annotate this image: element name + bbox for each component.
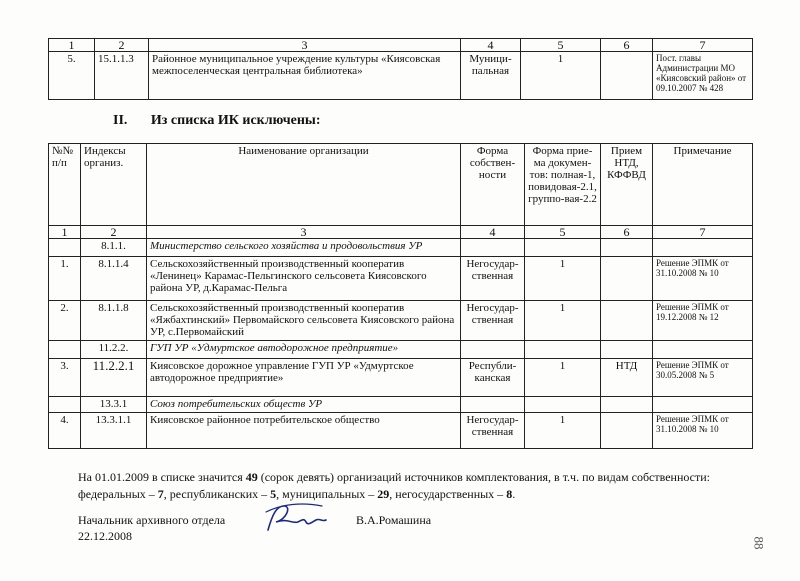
header-form: Форма собствен-ности <box>461 144 525 226</box>
row-acquisition: 1 <box>525 359 601 397</box>
row-org-name: Сельскохозяйственный производственный кооператив «Яжбахтинский» Первомайского сельсовета Киясовского района УР, с.Первомайский <box>147 301 461 341</box>
table-row <box>49 257 753 301</box>
municipal-count: 29 <box>377 487 390 501</box>
group-name: ГУП УР «Удмуртское автодорожное предприятие» <box>147 341 461 359</box>
col-number: 2 <box>95 39 149 52</box>
row-ownership: Республи-канская <box>461 359 525 397</box>
signatory-name: В.А.Ромашина <box>356 513 432 527</box>
row-index: 8.1.1.8 <box>81 301 147 341</box>
row-note: Пост. главы Администрации МО «Киясовский район» от 09.10.2007 № 428 <box>653 52 753 100</box>
top-table <box>48 38 753 100</box>
row-acquisition: 1 <box>525 413 601 449</box>
total-count: 49 <box>245 470 258 484</box>
row-ntd <box>601 52 653 100</box>
group-row <box>49 341 753 359</box>
header-note: Примечание <box>653 144 753 226</box>
row-org-name: Киясовское районное потребительское общество <box>147 413 461 449</box>
row-ownership: Негосудар-ственная <box>461 301 525 341</box>
header-name: Наименование организации <box>147 144 461 226</box>
col-number: 3 <box>149 39 461 52</box>
summary-paragraph: На 01.01.2009 в списке значится 49 (сорок девять) организаций источников комплектования, в т.ч. по видам собственности: федеральных – 7, республиканских – 5, муниципальных – 29, негосударственных – 8. <box>78 470 711 501</box>
col-number: 2 <box>81 226 147 239</box>
federal-count: 7 <box>157 487 164 501</box>
header-no: №№ п/п <box>49 144 81 226</box>
handwritten-signature <box>262 500 332 536</box>
section-number: II. <box>113 113 128 128</box>
row-ntd <box>601 301 653 341</box>
col-number: 1 <box>49 39 95 52</box>
row-note: Решение ЭПМК от 31.10.2008 № 10 <box>653 257 753 301</box>
row-ownership: Негосудар-ственная <box>461 413 525 449</box>
row-index: 11.2.2.1 <box>81 359 147 397</box>
excluded-table <box>48 143 753 449</box>
row-note: Решение ЭПМК от 30.05.2008 № 5 <box>653 359 753 397</box>
row-note: Решение ЭПМК от 31.10.2008 № 10 <box>653 413 753 449</box>
row-ntd: НТД <box>601 359 653 397</box>
col-number: 5 <box>525 226 601 239</box>
row-org-name: Сельскохозяйственный производственный кооператив «Ленинец» Карамас-Пельгинского сельсовета Киясовского района УР, д.Карамас-Пельга <box>147 257 461 301</box>
row-org-name: Районное муниципальное учреждение культуры «Киясовская межпоселенческая центральная библиотека» <box>149 52 461 100</box>
group-row <box>49 239 753 257</box>
row-index: 8.1.1.4 <box>81 257 147 301</box>
signature-date: 22.12.2008 <box>78 529 132 543</box>
header-row <box>49 144 753 226</box>
header-ntd: Прием НТД, КФФВД <box>601 144 653 226</box>
row-ownership: Муници-пальная <box>461 52 521 100</box>
page-number: 88 <box>751 536 767 550</box>
header-index: Индексы организ. <box>81 144 147 226</box>
col-number: 6 <box>601 39 653 52</box>
row-acquisition: 1 <box>525 257 601 301</box>
col-number: 1 <box>49 226 81 239</box>
row-index: 15.1.1.3 <box>95 52 149 100</box>
section-title: Из списка ИК исключены: <box>150 113 321 128</box>
col-number: 5 <box>521 39 601 52</box>
table-row <box>49 52 753 100</box>
row-number: 5. <box>49 52 95 100</box>
group-index: 8.1.1. <box>81 239 147 257</box>
row-number: 2. <box>49 301 81 341</box>
section-heading <box>113 113 321 129</box>
col-number: 7 <box>653 226 753 239</box>
row-acquisition: 1 <box>521 52 601 100</box>
row-number: 1. <box>49 257 81 301</box>
header-acq: Форма прие-ма докумен-тов: полная-1, повидовая-2.1, группо-вая-2.2 <box>525 144 601 226</box>
republic-count: 5 <box>270 487 277 501</box>
col-number: 4 <box>461 226 525 239</box>
group-name: Союз потребительских обществ УР <box>147 397 461 413</box>
top-table-number-row <box>49 39 753 52</box>
col-number: 6 <box>601 226 653 239</box>
row-org-name: Киясовское дорожное управление ГУП УР «Удмуртское автодорожное предприятие» <box>147 359 461 397</box>
row-index: 13.3.1.1 <box>81 413 147 449</box>
table-row <box>49 413 753 449</box>
group-row <box>49 397 753 413</box>
group-name: Министерство сельского хозяйства и продовольствия УР <box>147 239 461 257</box>
row-ntd <box>601 257 653 301</box>
row-number: 4. <box>49 413 81 449</box>
col-number: 4 <box>461 39 521 52</box>
table-row <box>49 301 753 341</box>
nonstate-count: 8 <box>506 487 513 501</box>
group-index: 11.2.2. <box>81 341 147 359</box>
row-ntd <box>601 413 653 449</box>
row-note: Решение ЭПМК от 19.12.2008 № 12 <box>653 301 753 341</box>
row-ownership: Негосудар-ственная <box>461 257 525 301</box>
row-acquisition: 1 <box>525 301 601 341</box>
group-index: 13.3.1 <box>81 397 147 413</box>
col-number: 3 <box>147 226 461 239</box>
signatory-title: Начальник архивного отдела <box>78 513 226 527</box>
table-row <box>49 359 753 397</box>
number-row <box>49 226 753 239</box>
col-number: 7 <box>653 39 753 52</box>
row-number: 3. <box>49 359 81 397</box>
